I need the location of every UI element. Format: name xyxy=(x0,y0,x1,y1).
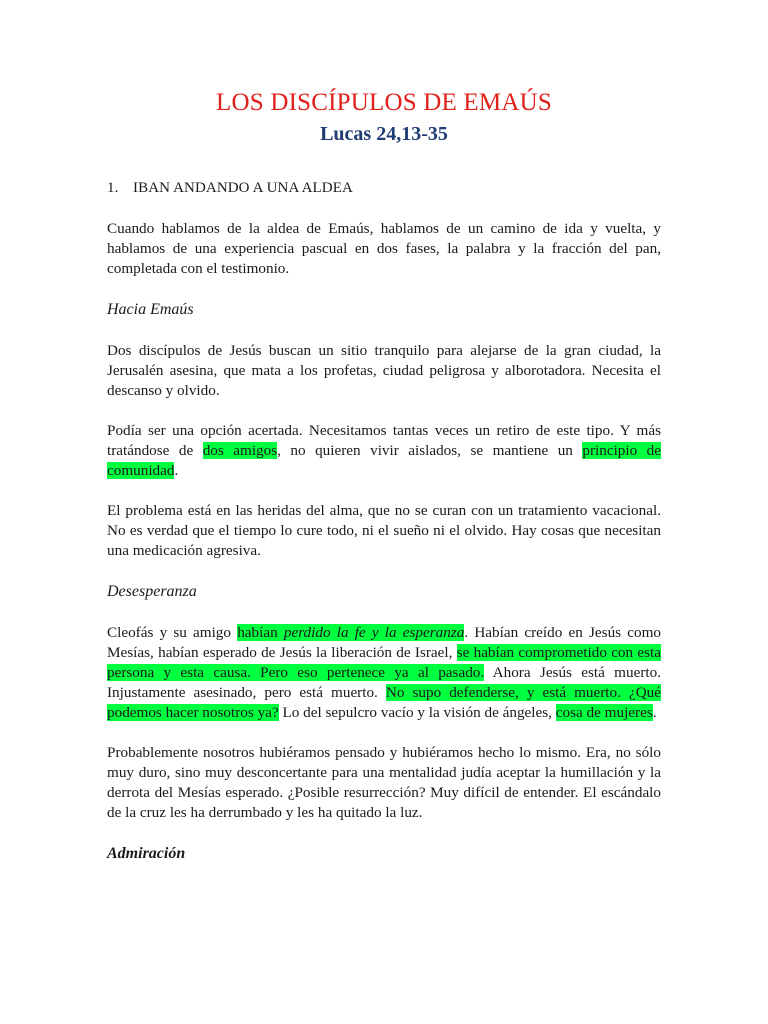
document-subtitle: Lucas 24,13-35 xyxy=(320,123,448,145)
text-run: . Habían creído en Jesús como Mesías, habían esperado de Jesús la liberación de Israel, xyxy=(107,624,662,661)
highlight-perdido-fe: perdido la fe y la esperanza xyxy=(283,624,465,641)
text-run: Lo del sepulcro vacío y la visión de ángeles, xyxy=(278,704,556,721)
document-title: LOS DISCÍPULOS DE EMAÚS xyxy=(216,89,552,116)
section-title: IBAN ANDANDO A UNA ALDEA xyxy=(133,180,353,196)
highlight-comprometido: se habían comprometido con esta persona y esta causa. Pero eso pertenece ya al pasado. xyxy=(107,644,662,681)
subheading-desesperanza: Desesperanza xyxy=(107,583,197,600)
paragraph-problema: El problema está en las heridas del alma, que no se curan con un tratamiento vacacional. No es verdad que el tiempo lo cure todo, ni el sueño ni el olvido. Hay cosas que necesitan una medicación agresiva. xyxy=(107,502,661,559)
paragraph-intro: Cuando hablamos de la aldea de Emaús, hablamos de un camino de ida y vuelta, y hablamos de una experiencia pascual en dos fases, la palabra y la fracción del pan, completada con el testimonio. xyxy=(107,220,661,277)
paragraph-probablemente: Probablemente nosotros hubiéramos pensado y hubiéramos hecho lo mismo. Era, no sólo muy duro, sino muy desconcertante para una mentalidad judía aceptar la humillación y la derrota del Mesías esperado. ¿Posible resurrección? Muy difícil de entender. El escándalo de la cruz les ha derrumbado y les ha quitado la luz. xyxy=(107,744,661,821)
text-run: , no quieren vivir aislados, se mantiene un xyxy=(277,442,583,459)
text-run: Cleofás y su amigo xyxy=(107,624,238,641)
text-run: Ahora Jesús está muerto. Injustamente asesinado, pero está muerto. xyxy=(107,664,661,701)
paragraph-opcion xyxy=(107,421,661,481)
section-heading xyxy=(107,178,661,198)
section-number: 1. xyxy=(107,180,119,196)
highlight-dos-amigos: dos amigos xyxy=(202,442,278,459)
text-run: Podía ser una opción acertada. Necesitamos tantas veces un retiro de este tipo. Y más tratándose de xyxy=(107,422,661,459)
highlight-no-supo-defenderse: No supo defenderse, y está muerto. ¿Qué podemos hacer nosotros ya? xyxy=(107,684,661,721)
document-page xyxy=(107,88,661,864)
paragraph-cleofas xyxy=(107,623,661,723)
text-run: . xyxy=(174,462,179,479)
highlight-cosa-de-mujeres: cosa de mujeres xyxy=(555,704,653,721)
text-run: . xyxy=(652,704,657,721)
subheading-admiracion: Admiración xyxy=(107,845,186,862)
subheading-hacia-emaus: Hacia Emaús xyxy=(107,301,194,318)
paragraph-discipulos: Dos discípulos de Jesús buscan un sitio tranquilo para alejarse de la gran ciudad, la Jerusalén asesina, que mata a los profetas, ciudad peligrosa y alborotadora. Necesita el descanso y olvido. xyxy=(107,342,661,399)
highlight-principio-comunidad: principio de comunidad xyxy=(107,442,662,479)
highlight-habian: habían xyxy=(237,624,284,641)
